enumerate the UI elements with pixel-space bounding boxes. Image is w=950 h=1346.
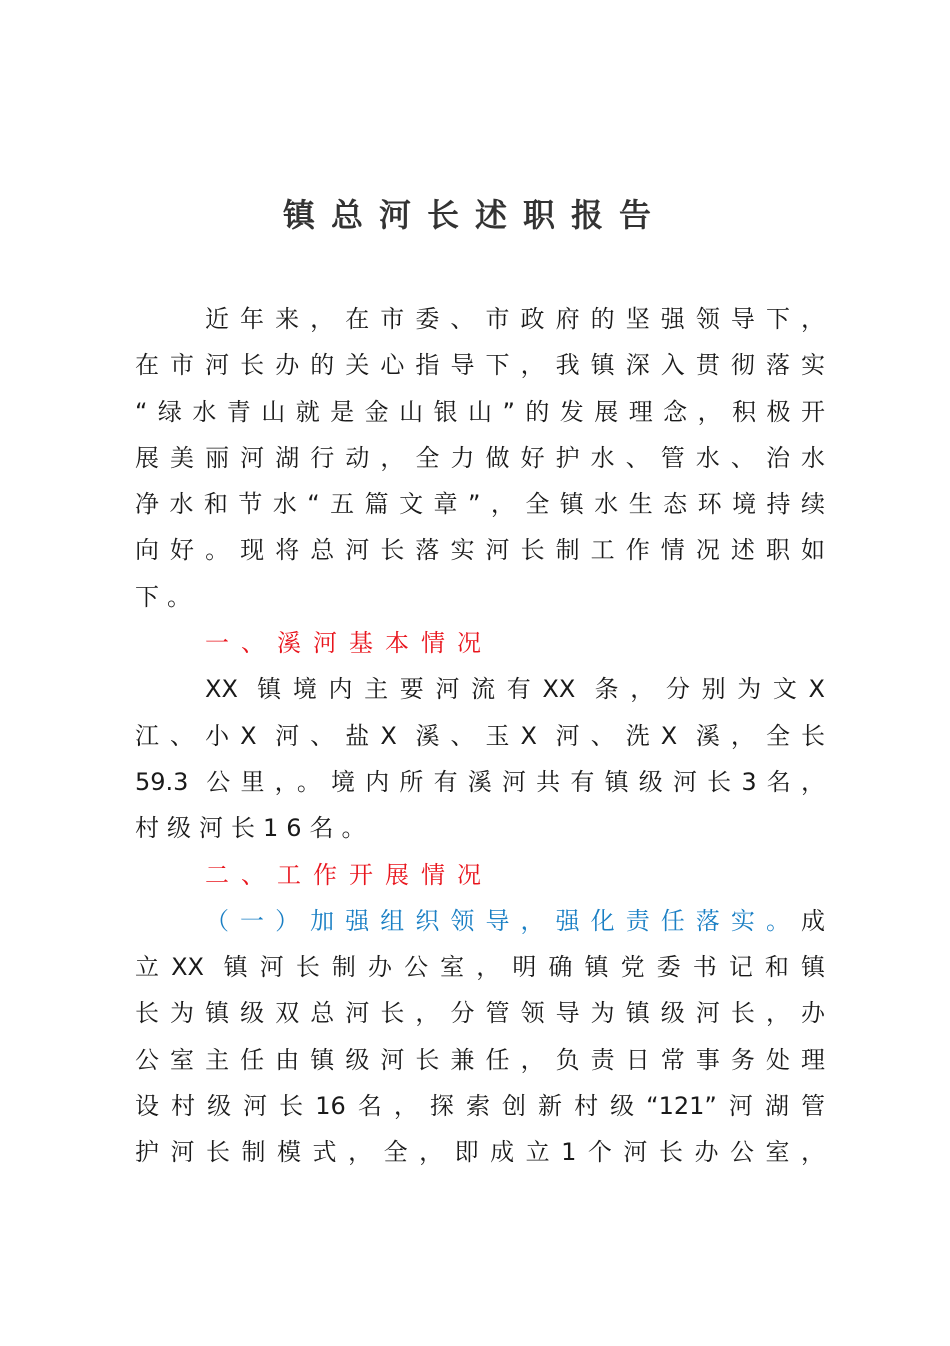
paragraph-line: 公室主任由镇级河长兼任，负责日常事务处理: [135, 1045, 825, 1074]
subheading-1: （一）加强组织领导，强化责任落实。: [205, 906, 801, 935]
document-title: 镇总河长述职报告: [282, 196, 667, 234]
paragraph-line: 立XX 镇河长制办公室，明确镇党委书记和镇: [135, 953, 825, 982]
paragraph-line: 向好。现将总河长落实河长制工作情况述职如: [135, 536, 825, 565]
paragraph-line: 护河长制模式，全，即成立1个河长办公室，: [135, 1138, 825, 1167]
paragraph-line: 江、小X 河、盐X 溪、玉X 河、洗X 溪，全长: [135, 721, 825, 750]
paragraph-line: 村级河长16名。: [135, 814, 374, 843]
section-heading-2: 二、工作开展情况: [205, 860, 493, 889]
paragraph-line: 在市河长办的关心指导下，我镇深入贯彻落实: [135, 351, 825, 380]
paragraph-line: 长为镇级双总河长，分管领导为镇级河长，办: [135, 999, 825, 1028]
paragraph-line: 下。: [135, 582, 199, 611]
paragraph-line: XX 镇境内主要河流有XX 条，分别为文X: [205, 675, 825, 704]
paragraph-line-with-subheading: [135, 898, 825, 944]
document-body: [135, 296, 825, 1176]
paragraph-line: 展美丽河湖行动，全力做好护水、管水、治水: [135, 443, 825, 472]
paragraph-line: “绿水青山就是金山银山”的发展理念，积极开: [135, 397, 825, 426]
paragraph-line: 设村级河长16名，探索创新村级“121”河湖管: [135, 1092, 825, 1121]
paragraph-line: 净水和节水“五篇文章”，全镇水生态环境持续: [135, 490, 825, 519]
section-heading-1: 一、溪河基本情况: [205, 629, 493, 658]
paragraph-line: 近年来，在市委、市政府的坚强领导下，: [205, 305, 825, 333]
paragraph-line-tail: 成: [801, 906, 825, 935]
paragraph-line: 59.3 公里，。境内所有溪河共有镇级河长3名，: [135, 767, 825, 796]
